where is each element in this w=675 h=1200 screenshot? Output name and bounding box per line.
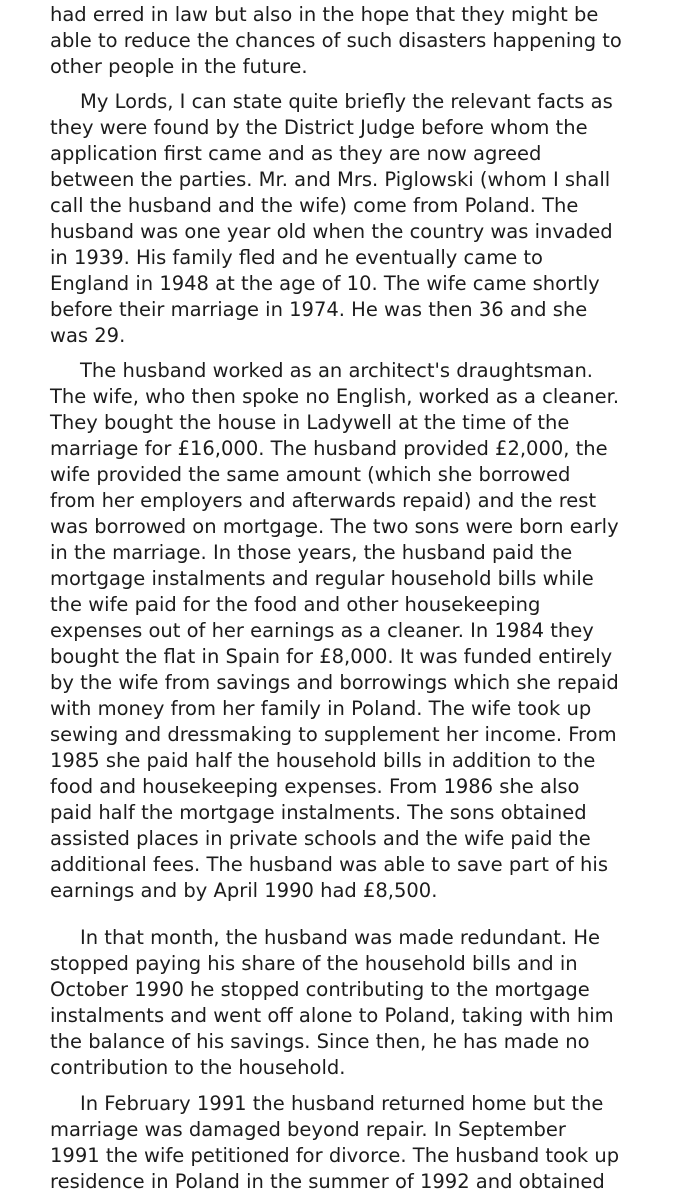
text-line: call the husband and the wife) come from Poland. The [50, 194, 579, 217]
text-line: England in 1948 at the age of 10. The wife came shortly [50, 272, 600, 295]
paragraph-2 [0, 89, 675, 349]
text-line: in the marriage. In those years, the husband paid the [50, 541, 573, 564]
text-line: earnings and by April 1990 had £8,500. [50, 879, 438, 902]
text-line: between the parties. Mr. and Mrs. Piglowski (whom I shall [50, 168, 611, 191]
text-line: other people in the future. [50, 55, 308, 78]
text-line: In that month, the husband was made redundant. He [80, 926, 600, 949]
text-line: stopped paying his share of the household bills and in [50, 952, 578, 975]
text-line: My Lords, I can state quite briefly the relevant facts as [80, 90, 613, 113]
text-line: in 1939. His family fled and he eventually came to [50, 246, 543, 269]
text-line: The husband worked as an architect's draughtsman. [80, 359, 593, 382]
text-line: residence in Poland in the summer of 1992 and obtained [50, 1170, 605, 1193]
text-line: from her employers and afterwards repaid) and the rest [50, 489, 597, 512]
text-line: They bought the house in Ladywell at the time of the [50, 411, 570, 434]
text-line: by the wife from savings and borrowings which she repaid [50, 671, 619, 694]
text-line: with money from her family in Poland. The wife took up [50, 697, 592, 720]
text-line: husband was one year old when the country was invaded [50, 220, 613, 243]
text-line: mortgage instalments and regular household bills while [50, 567, 594, 590]
text-line: sewing and dressmaking to supplement her income. From [50, 723, 617, 746]
text-line: before their marriage in 1974. He was then 36 and she [50, 298, 588, 321]
text-line: the wife paid for the food and other housekeeping [50, 593, 541, 616]
paragraph-3 [0, 358, 675, 904]
text-line: October 1990 he stopped contributing to the mortgage [50, 978, 590, 1001]
text-line: was borrowed on mortgage. The two sons were born early [50, 515, 619, 538]
text-line: was 29. [50, 324, 126, 347]
paragraph-1 [0, 2, 675, 80]
text-line: The wife, who then spoke no English, worked as a cleaner. [50, 385, 620, 408]
text-line: able to reduce the chances of such disasters happening to [50, 29, 622, 52]
text-line: food and housekeeping expenses. From 1986 she also [50, 775, 580, 798]
text-line: bought the flat in Spain for £8,000. It was funded entirely [50, 645, 613, 668]
paragraph-5 [0, 1091, 675, 1195]
text-line: they were found by the District Judge before whom the [50, 116, 588, 139]
text-line: 1991 the wife petitioned for divorce. The husband took up [50, 1144, 620, 1167]
text-line: additional fees. The husband was able to save part of his [50, 853, 608, 876]
paragraph-4 [0, 925, 675, 1081]
text-line: instalments and went off alone to Poland, taking with him [50, 1004, 614, 1027]
text-line: had erred in law but also in the hope that they might be [50, 3, 599, 26]
text-line: marriage for £16,000. The husband provided £2,000, the [50, 437, 608, 460]
text-line: contribution to the household. [50, 1056, 346, 1079]
text-line: paid half the mortgage instalments. The sons obtained [50, 801, 587, 824]
text-line: wife provided the same amount (which she borrowed [50, 463, 571, 486]
text-line: marriage was damaged beyond repair. In September [50, 1118, 566, 1141]
text-line: the balance of his savings. Since then, he has made no [50, 1030, 590, 1053]
text-line: application first came and as they are now agreed [50, 142, 542, 165]
text-line: In February 1991 the husband returned home but the [80, 1092, 604, 1115]
text-line: assisted places in private schools and the wife paid the [50, 827, 591, 850]
text-line: expenses out of her earnings as a cleaner. In 1984 they [50, 619, 594, 642]
text-line: 1985 she paid half the household bills in addition to the [50, 749, 596, 772]
